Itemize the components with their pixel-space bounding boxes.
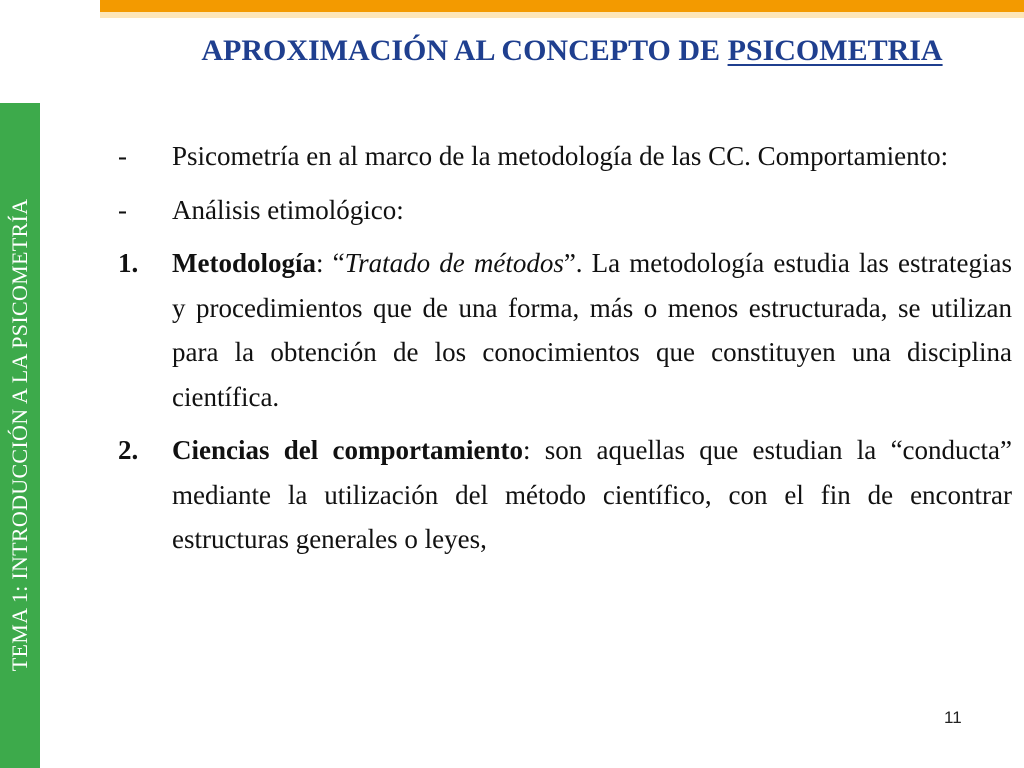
list-marker: -	[118, 194, 127, 225]
list-item-text	[172, 241, 1012, 419]
slide-title-main: APROXIMACIÓN AL CONCEPTO DE	[201, 34, 728, 67]
list-item-text	[172, 428, 1012, 562]
top-accent-bar	[100, 0, 1024, 12]
list-item-text: Psicometría en al marco de la metodología de las CC. Comportamiento:	[172, 141, 949, 171]
side-topic-label: TEMA 1: INTRODUCCIÓN A LA PSICOMETRÍA	[7, 198, 32, 672]
list-item	[118, 134, 1012, 179]
term-metodologia: Metodología	[172, 248, 316, 278]
list-item	[118, 428, 1012, 562]
list-number: 2.	[118, 435, 139, 465]
list-item	[118, 241, 1012, 419]
term-ciencias-comportamiento: Ciencias del comportamiento	[172, 435, 523, 465]
slide-title	[100, 34, 1024, 68]
top-accent-bar-light	[100, 12, 1024, 18]
quoted-definition: Tratado de métodos	[344, 248, 564, 278]
slide-title-underlined: PSICOMETRIA	[727, 34, 943, 67]
list-item	[118, 188, 1012, 233]
list-marker: -	[118, 141, 127, 171]
list-number: 1.	[118, 248, 139, 278]
list-item-text: Análisis etimológico:	[172, 194, 404, 225]
definition-text: ”. La metodología estudia las estrategias y procedimientos que de una forma, más o menos estructurada, se utilizan para la obtención de los conocimientos que constituyen una disciplina científica.	[172, 248, 1012, 412]
page-number: 11	[944, 708, 962, 727]
term-colon: : “	[315, 248, 345, 278]
definition-text: : son aquellas que estudian la “conducta” mediante la utilización del método científico, con el fin de encontrar estructuras generales o leyes,	[172, 435, 1012, 554]
slide-content	[118, 134, 1012, 571]
